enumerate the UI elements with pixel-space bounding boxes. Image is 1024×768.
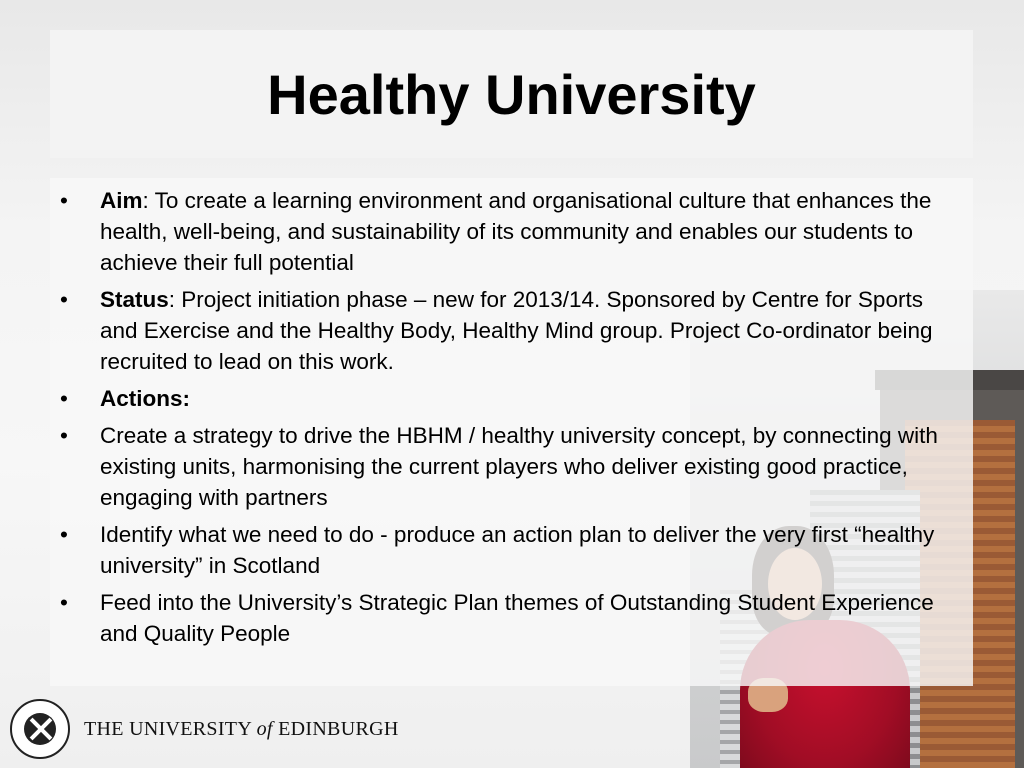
bullet-text: : To create a learning environment and organisational culture that enhances the health, well-being, and sustainability of its community and enables our students to achieve their full potential bbox=[100, 188, 932, 275]
bullet-item bbox=[60, 420, 965, 513]
university-name bbox=[84, 718, 399, 741]
bullet-label: Aim bbox=[100, 188, 143, 213]
bullet-dot-icon: • bbox=[60, 188, 68, 213]
bullet-label: Status bbox=[100, 287, 169, 312]
bullet-dot-icon: • bbox=[60, 590, 68, 615]
bullet-dot-icon: • bbox=[60, 522, 68, 547]
bullet-dot-icon: • bbox=[60, 386, 68, 411]
bullet-item bbox=[60, 519, 965, 581]
bullet-label: Actions: bbox=[100, 386, 190, 411]
bullet-dot-icon: • bbox=[60, 287, 68, 312]
bullet-item bbox=[60, 383, 965, 414]
bullet-text: Create a strategy to drive the HBHM / healthy university concept, by connecting with existing units, harmonising the current players who deliver existing good practice, engaging with partners bbox=[100, 423, 938, 510]
bullet-item bbox=[60, 587, 965, 649]
bullet-dot-icon: • bbox=[60, 423, 68, 448]
bullet-text: : Project initiation phase – new for 2013/14. Sponsored by Centre for Sports and Exercise and the Healthy Body, Healthy Mind group. Project Co-ordinator being recruited to lead on this work. bbox=[100, 287, 933, 374]
bullet-text: Identify what we need to do - produce an action plan to deliver the very first “healthy university” in Scotland bbox=[100, 522, 935, 578]
university-crest-icon bbox=[10, 699, 70, 759]
bullet-item bbox=[60, 185, 965, 278]
title-box bbox=[50, 30, 973, 158]
bullet-item bbox=[60, 284, 965, 377]
logo-text-pre: THE UNIVERSITY bbox=[84, 717, 257, 740]
bullet-list bbox=[60, 185, 965, 655]
university-logo bbox=[10, 698, 399, 760]
slide-title: Healthy University bbox=[267, 62, 756, 126]
logo-text-post: EDINBURGH bbox=[272, 717, 399, 740]
logo-text-of: of bbox=[256, 717, 273, 740]
content-box bbox=[50, 178, 973, 686]
bullet-text: Feed into the University’s Strategic Plan themes of Outstanding Student Experience and Quality People bbox=[100, 590, 934, 646]
